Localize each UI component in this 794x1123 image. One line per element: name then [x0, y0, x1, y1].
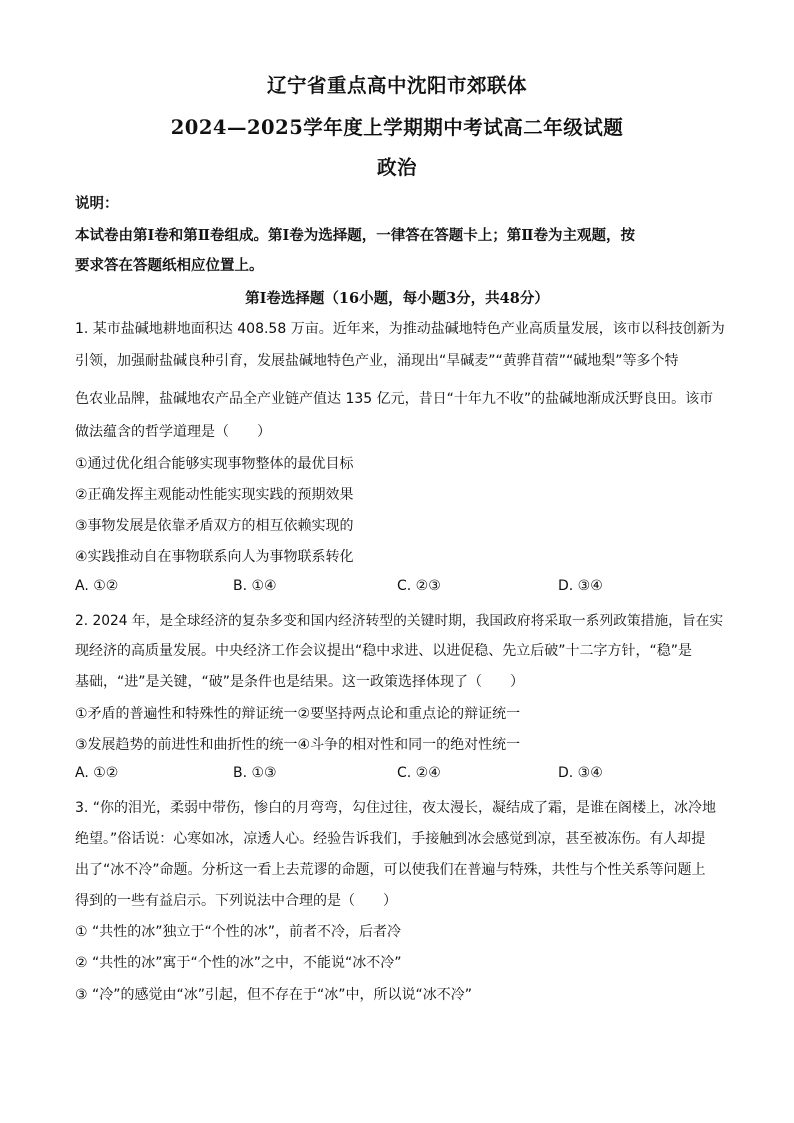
- q1-stem-line2: 引领，加强耐盐碱良种引育，发展盐碱地特色产业，涌现出“旱碱麦”“黄骅苜蓿”“碱地梨”等多个特: [75, 353, 679, 369]
- q2-option-c: C. ②④: [397, 765, 441, 781]
- section-heading: 第Ⅰ卷选择题（16小题，每小题3分，共48分）: [245, 290, 549, 307]
- instructions-line2: 要求答在答题纸相应位置上。: [75, 257, 264, 274]
- q2-option-d: D. ③④: [558, 765, 603, 781]
- q2-stem-line3: 基础，“进”是关键，“破”是条件也是结果。这一政策选择体现了（ ）: [75, 674, 525, 690]
- q2-stem-line1: 2. 2024 年，是全球经济的复杂多变和国内经济转型的关键时期，我国政府将采取一系列政策措施，旨在实: [75, 613, 724, 629]
- q1-option-d: D. ③④: [558, 578, 603, 594]
- q3-item-3: ③ “冷”的感觉由“冰”引起，但不存在于“冰”中，所以说“冰不冷”: [75, 987, 473, 1003]
- q3-stem-line1: 3. “你的泪光，柔弱中带伤，惨白的月弯弯，勾住过往，夜太漫长，凝结成了霜，是谁在阁楼上，冰冷地: [75, 800, 717, 816]
- q2-option-a: A. ①②: [75, 765, 119, 781]
- q1-option-a: A. ①②: [75, 578, 119, 594]
- subject-title: 政治: [376, 156, 417, 179]
- q3-stem-line2: 绝望。”俗话说：心寒如冰，凉透人心。经验告诉我们，手接触到冰会感觉到凉，甚至被冻伤。有人却提: [75, 831, 706, 847]
- q3-stem-line3: 出了“冰不冷”命题。分析这一看上去荒谬的命题，可以使我们在普遍与特殊，共性与个性关系等问题上: [75, 862, 706, 878]
- exam-title-line2: 2024—2025学年度上学期期中考试高二年级试题: [170, 116, 624, 139]
- q1-option-b: B. ①④: [233, 578, 277, 594]
- instructions-line1: 本试卷由第Ⅰ卷和第Ⅱ卷组成。第Ⅰ卷为选择题，一律答在答题卡上；第Ⅱ卷为主观题，按: [75, 227, 636, 244]
- q1-stem-line4: 做法蕴含的哲学道理是（ ）: [75, 424, 271, 440]
- exam-title-line1: 辽宁省重点高中沈阳市郊联体: [266, 74, 527, 97]
- q3-stem-line4: 得到的一些有益启示。下列说法中合理的是（ ）: [75, 893, 397, 909]
- instructions-label: 说明：: [75, 195, 119, 212]
- q1-item-1: ①通过优化组合能够实现事物整体的最优目标: [75, 456, 354, 472]
- q2-item-1: ①矛盾的普遍性和特殊性的辩证统一②要坚持两点论和重点论的辩证统一: [75, 706, 521, 722]
- q2-stem-line2: 现经济的高质量发展。中央经济工作会议提出“稳中求进、以进促稳、先立后破”十二字方针，“稳”是: [75, 643, 693, 659]
- q1-item-4: ④实践推动自在事物联系向人为事物联系转化: [75, 549, 354, 565]
- q1-item-3: ③事物发展是依靠矛盾双方的相互依赖实现的: [75, 518, 354, 534]
- q1-stem-line1: 1. 某市盐碱地耕地面积达 408.58 万亩。近年来，为推动盐碱地特色产业高质量发展，该市以科技创新为: [75, 321, 725, 337]
- q2-item-2: ③发展趋势的前进性和曲折性的统一④斗争的相对性和同一的绝对性统一: [75, 737, 521, 753]
- q3-item-1: ① “共性的冰”独立于“个性的冰”，前者不冷，后者冷: [75, 924, 402, 940]
- q1-stem-line3: 色农业品牌，盐碱地农产品全产业链产值达 135 亿元，昔日“十年九不收”的盐碱地渐成沃野良田。该市: [75, 391, 714, 407]
- q1-option-c: C. ②③: [397, 578, 441, 594]
- q3-item-2: ② “共性的冰”寓于“个性的冰”之中，不能说“冰不冷”: [75, 955, 402, 971]
- q2-option-b: B. ①③: [233, 765, 277, 781]
- q1-item-2: ②正确发挥主观能动性能实现实践的预期效果: [75, 487, 354, 503]
